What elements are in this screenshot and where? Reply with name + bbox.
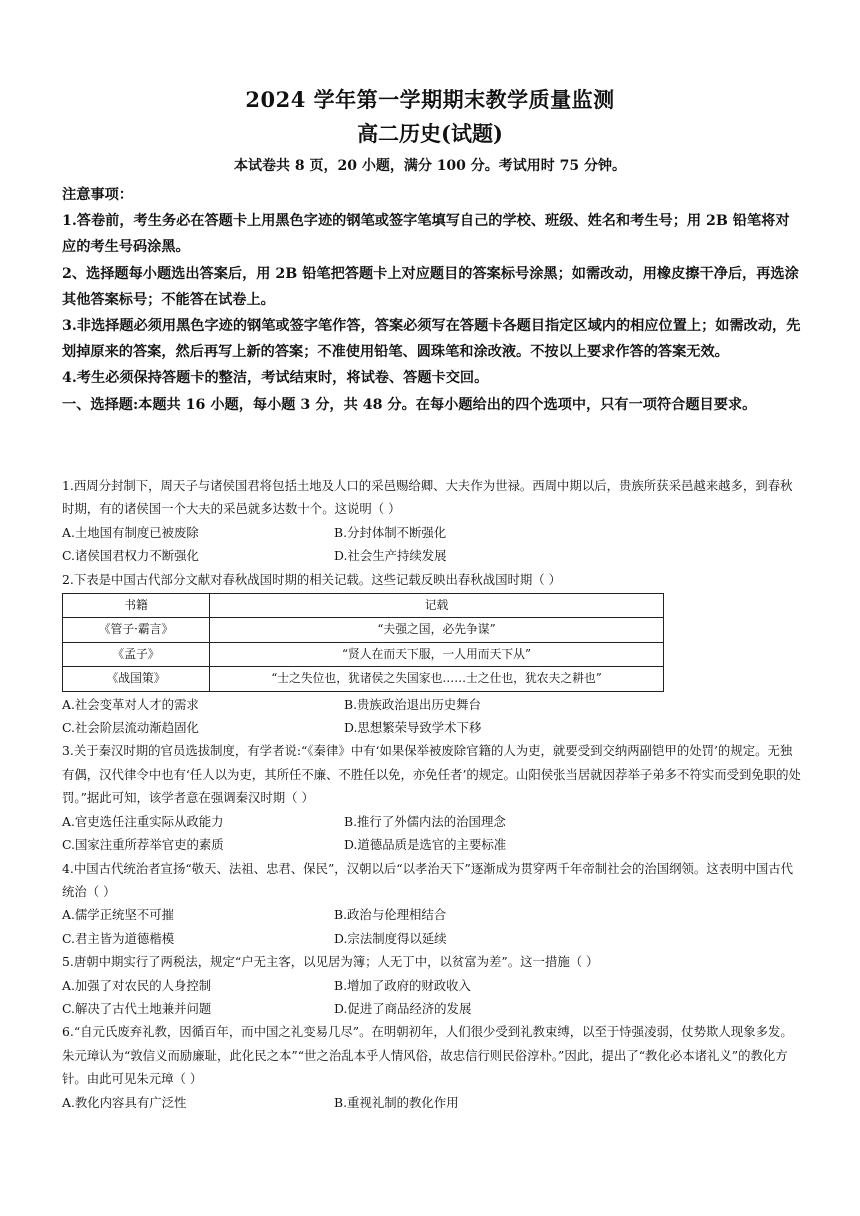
option-row xyxy=(62,693,802,716)
option-b: B.增加了政府的财政收入 xyxy=(334,977,471,993)
question-stem: 2.下表是中国古代部分文献对春秋战国时期的相关记载。这些记载反映出春秋战国时期（ ） xyxy=(62,571,561,587)
option-a: A.官吏选任注重实际从政能力 xyxy=(62,813,224,829)
option-a: A.社会变革对人才的需求 xyxy=(62,696,199,712)
note-item: 4.考生必须保持答题卡的整洁，考试结束时，将试卷、答题卡交回。 xyxy=(62,370,489,387)
option-row xyxy=(62,997,802,1020)
option-row xyxy=(62,927,802,950)
exam-title: 2024 学年第一学期期末教学质量监测 xyxy=(245,87,615,112)
question-stem: 3.关于秦汉时期的官员选拔制度，有学者说:“《秦律》中有‘如果保举被废除官籍的人为吏，就要受到交纳两副铠甲的处罚’的规定。无独有偶，汉代律令中也有‘任人以为吏，其所任不廉、不胜任以免，亦免任者’的规定。山阳侯张当居就因荐举子弟多不符实而受到免职的处罚。”据此可知，该学者意在强调秦汉时期（ ） xyxy=(62,743,801,806)
option-c: C.解决了古代土地兼并问题 xyxy=(62,1000,212,1016)
table-header-row xyxy=(63,594,664,618)
option-b: B.政治与伦理相结合 xyxy=(334,907,447,923)
option-b: B.分封体制不断强化 xyxy=(334,524,447,540)
table-cell-book: 《管子·霸言》 xyxy=(63,618,210,642)
questions xyxy=(62,474,802,1114)
option-row xyxy=(62,903,802,926)
table-cell-book: 《孟子》 xyxy=(63,642,210,666)
table-cell-book: 《战国策》 xyxy=(63,667,210,691)
table-header-book: 书籍 xyxy=(63,594,210,618)
option-row xyxy=(62,810,802,833)
option-row xyxy=(62,544,802,567)
option-a: A.加强了对农民的人身控制 xyxy=(62,977,212,993)
option-b: B.重视礼制的教化作用 xyxy=(334,1094,459,1110)
note-item: 2、选择题每小题选出答案后，用 2B 铅笔把答题卡上对应题目的答案标号涂黑；如需改动，用橡皮擦干净后，再选涂其他答案标号；不能答在试卷上。 xyxy=(62,265,799,308)
option-a: A.教化内容具有广泛性 xyxy=(62,1094,187,1110)
table-row xyxy=(63,667,664,691)
question-stem: 6.“自元氏废弃礼教，因循百年，而中国之礼变易几尽”。在明朝初年，人们很少受到礼教束缚，以至于恃强凌弱，仗势欺人现象多发。朱元璋认为“敦信义而励廉耻，此化民之本”“世之治乱本乎人情风俗，故忠信行则民俗淳朴。”因此，提出了“教化必本诸礼义”的教化方针。由此可见朱元璋（ ） xyxy=(62,1024,793,1087)
option-row xyxy=(62,521,802,544)
exam-subtitle: 高二历史(试题) xyxy=(357,121,503,146)
notes-section xyxy=(62,182,802,418)
option-c: C.君主皆为道德楷模 xyxy=(62,930,175,946)
exam-info: 本试卷共 8 页，20 小题，满分 100 分。考试用时 75 分钟。 xyxy=(233,158,627,174)
option-d: D.思想繁荣导致学术下移 xyxy=(344,720,482,736)
note-item: 3.非选择题必须用黑色字迹的钢笔或签字笔作答，答案必须写在答题卡各题目指定区域内的相应位置上；如需改动，先划掉原来的答案，然后再写上新的答案；不准使用铅笔、圆珠笔和涂改液。不按以上要求作答的答案无效。 xyxy=(62,318,801,361)
option-row xyxy=(62,716,802,739)
table-row xyxy=(63,642,664,666)
option-c: C.诸侯国君权力不断强化 xyxy=(62,548,199,564)
question-stem: 4.中国古代统治者宣扬“敬天、法祖、忠君、保民”，汉朝以后“以孝治天下”逐渐成为贯穿两千年帝制社会的治国纲领。这表明中国古代统治（ ） xyxy=(62,860,794,899)
note-item: 1.答卷前，考生务必在答题卡上用黑色字迹的钢笔或签字笔填写自己的学校、班级、姓名和考生号；用 2B 铅笔将对应的考生号码涂黑。 xyxy=(62,213,790,256)
option-row xyxy=(62,1091,802,1114)
option-d: D.宗法制度得以延续 xyxy=(334,930,447,946)
table-header-record: 记载 xyxy=(210,594,664,618)
question-stem: 1.西周分封制下，周天子与诸侯国君将包括土地及人口的采邑赐给卿、大夫作为世禄。西周中期以后，贵族所获采邑越来越多，到春秋时期，有的诸侯国一个大夫的采邑就多达数十个。这说明（ ） xyxy=(62,478,793,517)
option-b: B.贵族政治退出历史舞台 xyxy=(344,696,481,712)
option-c: C.国家注重所荐举官吏的素质 xyxy=(62,837,224,853)
question-stem: 5.唐朝中期实行了两税法，规定“户无主客，以见居为簿；人无丁中，以贫富为差”。这一措施（ ） xyxy=(62,954,599,970)
option-row xyxy=(62,974,802,997)
option-d: D.道德品质是选官的主要标准 xyxy=(344,837,507,853)
option-d: D.促进了商品经济的发展 xyxy=(334,1000,472,1016)
records-table xyxy=(62,593,664,692)
option-b: B.推行了外儒内法的治国理念 xyxy=(344,813,506,829)
notes-heading: 注意事项： xyxy=(62,187,133,203)
table-cell-record: “贤人在而天下服，一人用而天下从” xyxy=(210,642,664,666)
section-heading: 一、选择题:本题共 16 小题，每小题 3 分，共 48 分。在每小题给出的四个选项中，只有一项符合题目要求。 xyxy=(62,396,757,413)
option-a: A.土地国有制度已被废除 xyxy=(62,524,199,540)
option-c: C.社会阶层流动渐趋固化 xyxy=(62,720,199,736)
option-row xyxy=(62,833,802,856)
table-cell-record: “士之失位也，犹诸侯之失国家也……士之仕也，犹农夫之耕也” xyxy=(210,667,664,691)
table-row xyxy=(63,618,664,642)
option-a: A.儒学正统坚不可摧 xyxy=(62,907,175,923)
option-d: D.社会生产持续发展 xyxy=(334,548,447,564)
table-cell-record: “夫强之国，必先争谋” xyxy=(210,618,664,642)
